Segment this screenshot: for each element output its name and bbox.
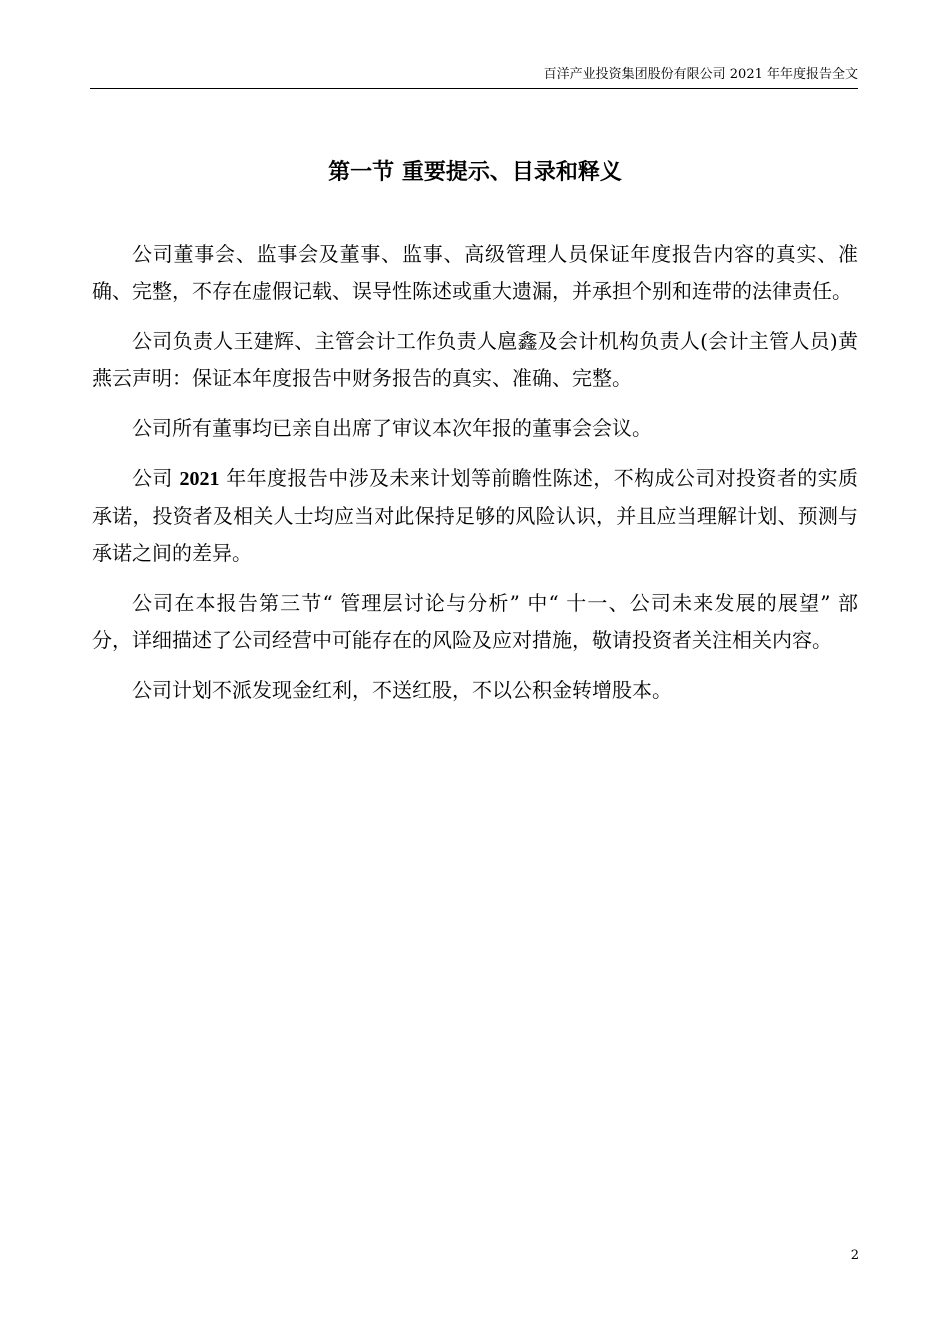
paragraph-risk-reference: 公司在本报告第三节“ 管理层讨论与分析” 中“ 十一、公司未来发展的展望” 部分，详细描述了公司经营中可能存在的风险及应对措施，敬请投资者关注相关内容。 [92, 591, 858, 652]
paragraph-forward-looking [92, 460, 858, 572]
paragraph-financial-declaration: 公司负责人王建辉、主管会计工作负责人扈鑫及会计机构负责人(会计主管人员)黄燕云声明：保证本年度报告中财务报告的真实、准确、完整。 [92, 329, 858, 390]
header-text: 百洋产业投资集团股份有限公司 2021 年年度报告全文 [543, 67, 858, 82]
page-number: 2 [850, 1248, 859, 1263]
paragraph-forward-looking-lead: 公司 [132, 466, 180, 490]
paragraph-responsibility-statement: 公司董事会、监事会及董事、监事、高级管理人员保证年度报告内容的真实、准确、完整，不存在虚假记载、误导性陈述或重大遗漏，并承担个别和连带的法律责任。 [92, 242, 858, 303]
paragraph-forward-looking-rest: 年年度报告中涉及未来计划等前瞻性陈述，不构成公司对投资者的实质承诺，投资者及相关人士均应当对此保持足够的风险认识，并且应当理解计划、预测与承诺之间的差异。 [92, 466, 858, 565]
report-year: 2021 [179, 468, 220, 490]
document-body [92, 236, 858, 722]
page-header [90, 62, 858, 89]
paragraph-dividend-plan: 公司计划不派发现金红利，不送红股，不以公积金转增股本。 [132, 678, 672, 702]
section-title: 第一节 重要提示、目录和释义 [328, 159, 622, 185]
paragraph-board-attendance: 公司所有董事均已亲自出席了审议本次年报的董事会会议。 [132, 416, 652, 440]
